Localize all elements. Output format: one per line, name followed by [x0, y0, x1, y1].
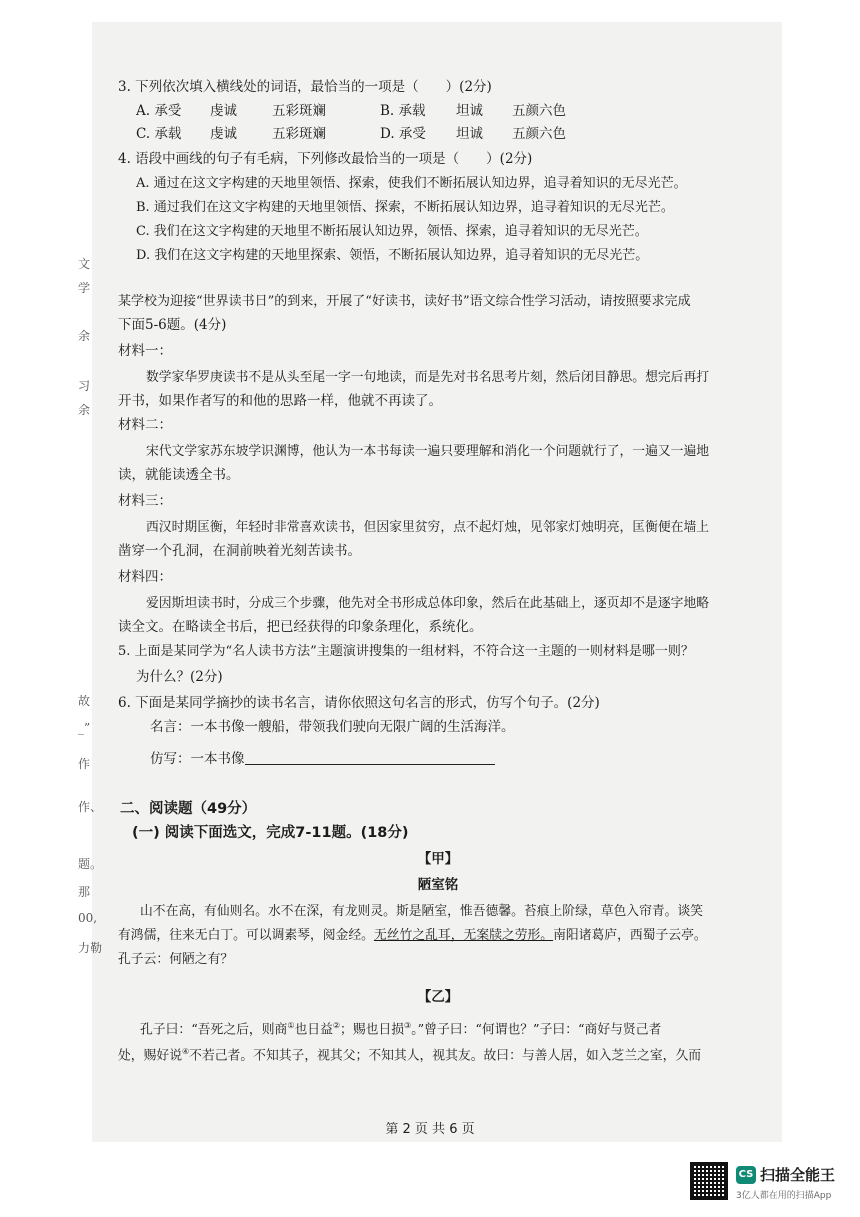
- question-6-quote: 名言：一本书像一艘船，带领我们驶向无限广阔的生活海洋。: [150, 719, 515, 735]
- answer-blank[interactable]: [245, 750, 495, 765]
- passage-yi-line-1: [140, 1014, 661, 1041]
- option-c-word-2: 虔诚: [210, 126, 237, 142]
- passage-jia-line-3: 孔子云：何陋之有？: [118, 952, 234, 967]
- margin-mark: 余: [78, 403, 91, 417]
- passage-text: 有鸿儒，往来无白丁。可以调素琴，阅金经。: [118, 928, 374, 943]
- option-a-word-2: 虔诚: [210, 103, 237, 119]
- material-3-line-1: 西汉时期匡衡，年轻时非常喜欢读书，但因家里贫穷，点不起灯烛，见邻家灯烛明亮，匡衡便在墙上: [146, 520, 710, 535]
- margin-mark: 题。: [78, 857, 103, 871]
- option-b-word-3: 五颜六色: [512, 103, 566, 119]
- question-6-imitate: [150, 748, 495, 771]
- material-3-line-2: 凿穿一个孔洞，在洞前映着光刻苦读书。: [118, 543, 361, 559]
- passage-text: 不若己者。不知其子，视其父；不知其人，视其友。故曰：与善人居，如入芝兰之室，久而: [189, 1048, 702, 1064]
- scanner-watermark: [690, 1162, 850, 1204]
- material-4-line-1: 爱因斯坦读书时，分成三个步骤，他先对全书形成总体印象，然后在此基础上，逐页却不是逐字地略: [146, 596, 710, 611]
- material-1-line-1: 数学家华罗庚读书不是从头至尾一字一句地读，而是先对书名思考片刻，然后闭目静思。想完后再打: [146, 370, 710, 385]
- margin-mark: _”: [78, 721, 91, 735]
- passage-text: 也日益: [294, 1022, 333, 1038]
- activity-intro-line-2: 下面5-6题。(4分): [118, 317, 227, 333]
- footnote-mark: ①: [287, 1021, 295, 1030]
- material-4-label: 材料四：: [118, 569, 172, 585]
- question-3-options-row-1: [136, 100, 566, 123]
- footnote-mark: ②: [332, 1021, 341, 1030]
- brand-tagline: 3亿人都在用的扫描App: [736, 1191, 832, 1201]
- passage-text: 孔子曰：“吾死之后，则商: [140, 1022, 288, 1038]
- passage-text: 处，赐好说: [118, 1048, 182, 1064]
- passage-text: 。”曾子曰：“何谓也？”子曰：“商好与贤己者: [411, 1022, 662, 1038]
- material-4-line-2: 读全文。在略读全书后，把已经获得的印象条理化，系统化。: [118, 619, 483, 635]
- passage-jia-line-2: [118, 924, 707, 947]
- margin-mark: 作、: [78, 800, 103, 814]
- section-2-subheading: (一) 阅读下面选文，完成7-11题。(18分): [132, 825, 409, 841]
- margin-mark: 余: [78, 329, 91, 343]
- footnote-mark: ④: [181, 1047, 190, 1056]
- passage-yi-marker: 【乙】: [417, 989, 459, 1005]
- option-d-word-2: 坦诚: [456, 126, 483, 142]
- imitate-prefix: 仿写：一本书像: [150, 751, 245, 767]
- margin-mark: 那: [78, 885, 91, 899]
- margin-mark: 习: [78, 379, 91, 393]
- option-a-word-1: A. 承受: [136, 103, 182, 119]
- passage-text: 南阳诸葛庐，西蜀子云亭。: [553, 928, 707, 943]
- passage-text: ；赐也日损: [340, 1022, 405, 1038]
- activity-intro-line-1: 某学校为迎接“世界读书日”的到来，开展了“好读书，读好书”语文综合性学习活动，请按照要求完成: [118, 294, 691, 309]
- material-1-label: 材料一：: [118, 343, 172, 359]
- passage-jia-line-1: 山不在高，有仙则名。水不在深，有龙则灵。斯是陋室，惟吾德馨。苔痕上阶绿，草色入帘青。谈笑: [140, 904, 704, 919]
- question-3-options-row-2: [136, 123, 566, 146]
- question-3-stem: 3. 下列依次填入横线处的词语，最恰当的一项是（ ）(2分): [118, 79, 492, 95]
- question-4-option-a: A. 通过在这文字构建的天地里领悟、探索，使我们不断拓展认知边界，追寻着知识的无尽光芒。: [136, 176, 687, 191]
- material-1-line-2: 开书，如果作者写的和他的思路一样，他就不再读了。: [118, 393, 442, 409]
- material-2-label: 材料二：: [118, 417, 172, 433]
- option-d-word-3: 五颜六色: [512, 126, 566, 142]
- question-5-line-1: 5. 上面是某同学为“名人读书方法”主题演讲搜集的一组材料，不符合这一主题的一则材料是哪一则？: [118, 644, 694, 659]
- option-c-word-1: C. 承载: [136, 126, 182, 142]
- material-2-line-2: 读，就能读透全书。: [118, 467, 240, 483]
- option-b-word-1: B. 承载: [380, 103, 426, 119]
- option-a-word-3: 五彩斑斓: [272, 103, 326, 119]
- material-2-line-1: 宋代文学家苏东坡学识渊博，他认为一本书每读一遍只要理解和消化一个问题就行了，一遍又一遍地: [146, 444, 710, 459]
- cs-logo-icon: CS: [736, 1166, 756, 1184]
- margin-mark: 学: [78, 281, 91, 295]
- margin-mark: 00,: [78, 911, 98, 925]
- margin-mark: 力勒: [78, 941, 103, 955]
- footnote-mark: ③: [404, 1021, 412, 1030]
- passage-yi-line-2: [118, 1040, 701, 1067]
- question-5-line-2: 为什么？(2分): [136, 669, 223, 685]
- qr-code-icon: [690, 1162, 728, 1200]
- page-number: 第 2 页 共 6 页: [385, 1122, 475, 1137]
- material-3-label: 材料三：: [118, 493, 172, 509]
- margin-mark: 故: [78, 694, 91, 708]
- underlined-sentence: 无丝竹之乱耳，无案牍之劳形。: [373, 928, 554, 943]
- question-4-stem: 4. 语段中画线的句子有毛病，下列修改最恰当的一项是（ ）(2分): [118, 151, 533, 167]
- option-c-word-3: 五彩斑斓: [272, 126, 326, 142]
- passage-title: 陋室铭: [417, 877, 459, 893]
- question-6-stem: 6. 下面是某同学摘抄的读书名言，请你依照这句名言的形式，仿写个句子。(2分): [118, 695, 600, 711]
- question-4-option-c: C. 我们在这文字构建的天地里不断拓展认知边界，领悟、探索，追寻着知识的无尽光芒。: [136, 224, 648, 239]
- margin-mark: 文: [78, 257, 91, 271]
- question-4-option-b: B. 通过我们在这文字构建的天地里领悟、探索，不断拓展认知边界，追寻着知识的无尽光芒。: [136, 200, 674, 215]
- question-4-option-d: D. 我们在这文字构建的天地里探索、领悟，不断拓展认知边界，追寻着知识的无尽光芒。: [136, 248, 649, 263]
- passage-jia-marker: 【甲】: [417, 851, 459, 867]
- brand-name: 扫描全能王: [760, 1166, 836, 1184]
- option-d-word-1: D. 承受: [380, 126, 426, 142]
- option-b-word-2: 坦诚: [456, 103, 483, 119]
- section-2-heading: 二、阅读题（49分）: [120, 801, 257, 817]
- margin-mark: 作: [78, 757, 91, 771]
